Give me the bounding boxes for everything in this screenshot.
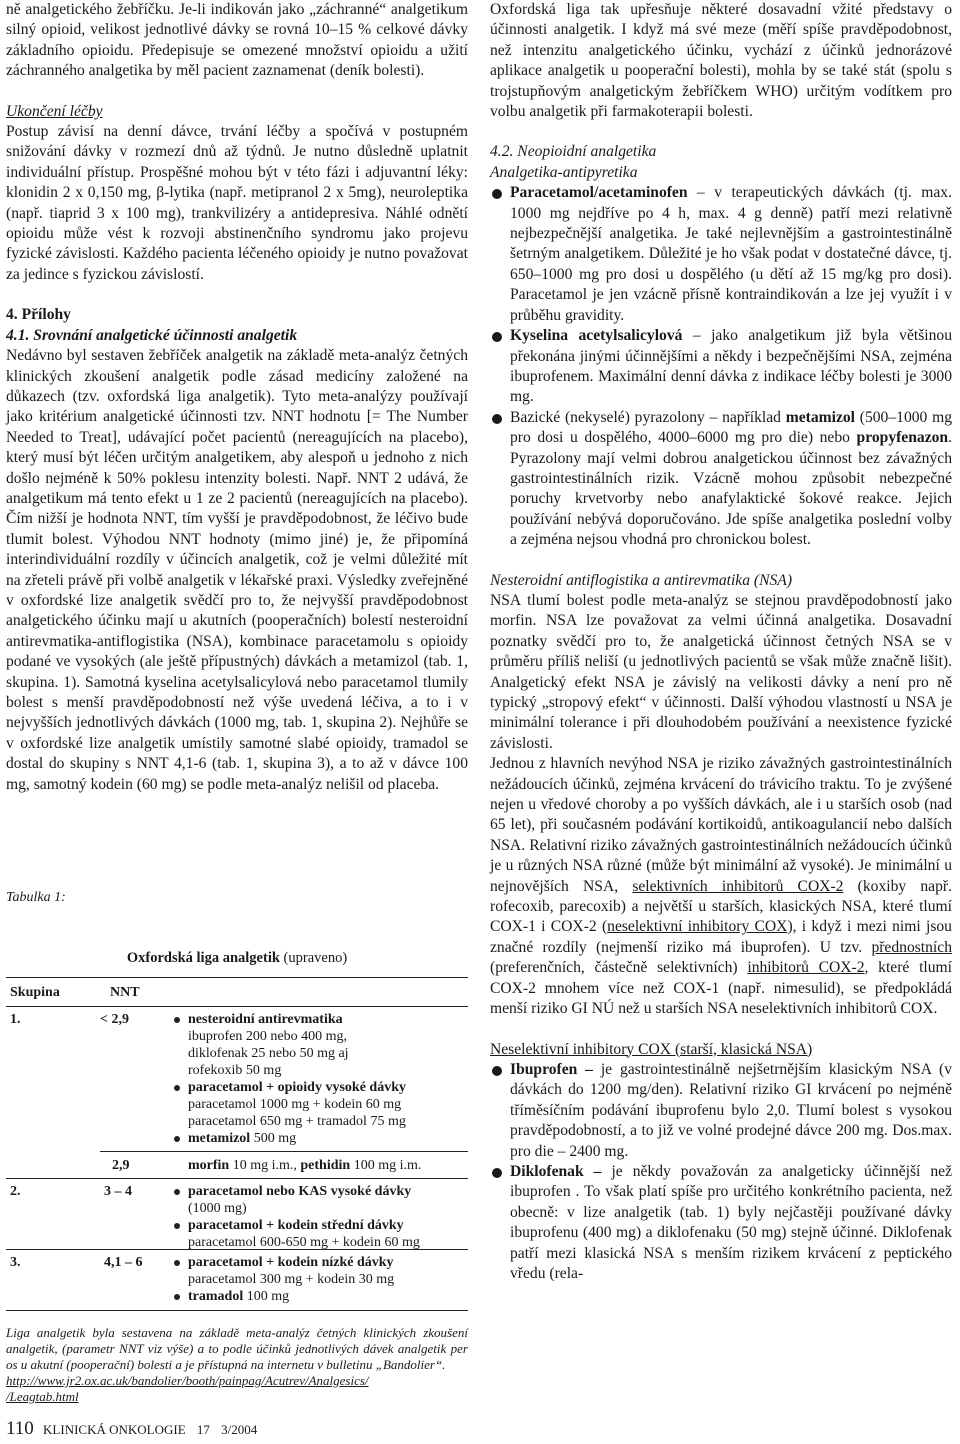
table-title: Oxfordská liga analgetik (upraveno)	[126, 950, 348, 966]
bullet-icon	[174, 1085, 180, 1091]
col-header-nnt: NNT	[110, 985, 140, 1000]
bullet-icon	[492, 332, 502, 342]
subsection-heading: 4.2. Neopioidní analgetika	[490, 143, 657, 161]
paragraph: Oxfordská liga tak upřesňuje některé dosavadní vžité představy o účinnosti analgetik. I když má své meze (měří spíše pravděpodobnost, než intenzitu analgetického účinku, vychází z účinků jednorázové aplikace analgetik u pooperační bolesti), mohla by se také stát (spolu s trojstupňovým analgetickým žebříčkem WHO) určitým vodítkem pro volbu analgetik při farmakoterapii bolesti.	[490, 1, 952, 121]
paragraph: NSA tlumí bolest podle meta-analýz se stejnou pravděpodobností jako morfin. NSA lze považovat za velmi účinná analgetika. Dosavadní poznatky svědčí pro to, že analgetická účinnost četných NSA se v průměru příliš neliší (u jednotlivých pacientů se však může značně lišit). Analgetický efekt NSA je závislý na velikosti dávky a není pro ně typický „stropový efekt“ v účinnosti. Další výhodou vlastností u NSA je minimální tolerance i při dlouhodobém používání a neexistence fyzické závislosti.	[490, 591, 952, 752]
bullet-icon	[492, 189, 502, 199]
page-footer	[6, 1418, 257, 1440]
bullet-icon	[174, 1189, 180, 1195]
bullet-icon	[174, 1017, 180, 1023]
table-header-row	[6, 977, 468, 1006]
bullet-item: Ibuprofen – je gastrointestinálně nejšetrnějším klasickým NSA (v dávkách do 1200 mg/den). Relativní riziko GI krvácení po nejméně tříměsíčním podávání ibuprofenu bylo 2,0. Tlumí bolest s vysokou pravděpodobností, a to již ve volné prodejné dávce 200 mg. Dos.max. pro die – 2400 mg.	[490, 1060, 952, 1162]
bullet-icon	[174, 1136, 180, 1142]
bullet-item: Bazické (nekyselé) pyrazolony – například metamizol (500–1000 mg pro dosi u dospělého, 4000–6000 mg pro die) nebo propyfenazon. Pyrazolony mají velmi dobrou analgetickou účinnost bez závažných gastrointestinálních rizik. Vzácně mohou způsobit nebezpečné poruchy krvetvorby nebo anafylaktické šokové reakce. Jejich používání nebývá doporučováno. Jde spíše analgetika poslední volby a zejména nejsou vhodná pro chronickou bolest.	[490, 408, 952, 551]
subsection-heading: Analgetika-antipyretika	[490, 163, 638, 181]
table-1	[6, 890, 468, 1405]
col-header-group: Skupina	[10, 985, 60, 1000]
bullet-icon	[492, 1066, 502, 1076]
subsection-heading: 4.1. Srovnání analgetické účinnosti analgetik	[6, 326, 298, 344]
bullet-item: Diklofenak – je někdy považován za analgeticky účinnější než ibuprofen . To však platí spíše pro určitého konkrétního pacienta, než obecně: v lize analgetik (tab. 1) byly nejčastěji používané dávky ibuprofenu (400 mg) a diklofenaku (50 mg) stejně účinné. Diklofenak patří mezi klasická NSA s menším rizikem krvácení z peptického vředu (rela-	[490, 1162, 952, 1284]
right-column	[490, 0, 952, 1284]
journal-name: KLINICKÁ ONKOLOGIE	[43, 1422, 186, 1437]
table-row: 3. 4,1 – 6 paracetamol + kodein nízké dávky paracetamol 300 mg + kodein 30 mg tramadol 100 mg	[6, 1249, 468, 1311]
subsection-heading: Neselektivní inhibitory COX (starší, klasická NSA)	[490, 1040, 813, 1058]
paragraph: ně analgetického žebříčku. Je-li indikován jako „záchranné“ analgetikum silný opioid, velikost jednotlivé dávky se rovná 10–15 % celkové dávky základního opioidu. Předepisuje se omezené množství opioidu a užití záchranného analgetika by měl pacient zaznamenat (deník bolesti).	[6, 1, 468, 80]
bullet-icon	[492, 1168, 502, 1178]
bullet-item: Kyselina acetylsalicylová – jako analgetikum již byla většinou překonána jinými účinnějšími a někdy i bezpečnějšími NSA, zejména ibuprofenem. Maximální denní dávka z indikace léčby bolesti je 3000 mg.	[490, 326, 952, 408]
page-number: 110	[6, 1418, 34, 1439]
table-row: 1. < 2,9 nesteroidní antirevmatika ibuprofen 200 nebo 400 mg, diklofenak 25 nebo 50 mg aj rofekoxib 50 mg paracetamol + opioidy vysoké dávky paracetamol 1000 mg + kodein 60 mg paracetamol 650 mg + tramadol 75 mg metamizol 500 mg	[6, 1006, 468, 1151]
paragraph: Postup závisí na denní dávce, trvání léčby a spočívá v postupném snižování dávky v rozmezí dnů až týdnů. Je nutno důsledně uplatnit individuální přístup. Prospěšné mohou být v této fázi i adjuvantní léky: klonidin 2 x 0,150 mg, β-lytika (např. metipranol 2 x 5mg), neuroleptika (např. tiaprid 3 x 100 mg), trankvilizéry a antidepresiva. Náhlé odnětí opioidu může vést k rozvoji abstinenčního syndromu jako projevu fyzické závislosti. Každého pacienta léčeného opioidy je nutno považovat za jedince s fyzickou závislostí.	[6, 123, 468, 283]
issue: 3/2004	[221, 1422, 258, 1437]
bullet-icon	[492, 414, 502, 424]
table-row: 2,9 morfin 10 mg i.m., pethidin 100 mg i.m.	[100, 1151, 468, 1178]
paragraph: Nedávno byl sestaven žebříček analgetik na základě meta-analýz četných klinických zkoušení analgetik podle zásad medicíny založené na důkazech (tzv. oxfordská liga analgetik). Tyto meta-analýzy používají jako kritérium analgetické účinnosti tzv. NNT hodnotu [= The Number Needed to Treat], udávající počet pacientů (nereagujících na placebo), který musí být léčen určitým analgetikem, aby alespoň u jednoho z nich došlo nejméně k 50% poklesu intenzity bolesti. Např. NNT 2 udává, že analgetikum má tento efekt u 1 ze 2 pacientů (nereagujících na placebo). Čím nižší je hodnota NNT, tím vyšší je pravděpodobnost, že léčivo bude tlumit bolest. Výhodou NNT hodnoty (mimo jiné) je, že připomíná interindividuální rozdíly v účincích analgetik, což je velmi důležité mít na zřeteli právě při volbě analgetik v lékařské praxi. Výsledky zveřejněné v oxfordské lize analgetik svědčí pro to, že nejvyšší pravděpodobnost analgetického účinku mají u akutních (pooperačních) bolestí nesteroidní antirevmatika-antiflogistika (NSA), kombinace paracetamolu s opioidy podané ve vysokých (ale ještě přípustných) dávkách a metamizol (tab. 1, skupina. 1). Samotná kyselina acetylsalicylová nebo paracetamol tlumily bolest s menší pravděpodobností než výše uvedená léčiva, a to i v nejvyšších jednotlivých dávkách (1000 mg, tab. 1, skupina 2). Nejhůře se v oxfordské lize analgetik umístily samotné slabé opioidy, tramadol se dostal do skupiny s NNT 4,1-6 (tab. 1, skupina 3), a to až v dávce 100 mg, samotný kodein (60 mg) se podle meta-analýz nelišil od placeba.	[6, 347, 468, 793]
left-column	[6, 0, 468, 795]
section-heading: 4. Přílohy	[6, 306, 71, 324]
table-url[interactable]: /Leagtab.html	[6, 1389, 79, 1404]
bullet-icon	[174, 1294, 180, 1300]
bullet-item: Paracetamol/acetaminofen – v terapeutických dávkách (tj. max. 1000 mg nejdříve po 4 h, max. 4 g denně) patří mezi relativně nejbezpečnější analgetika. Je také nejlevnějším a gastrointestinálně šetrným analgetikem. Důležité je ho však podat v dostatečné dávce, tj. 650–1000 mg pro dosi u dospělého (u dětí až 15 mg/kg pro dosi). Paracetamol je jen vzácně přísně kontraindikován a lze jej využít i v průběhu gravidity.	[490, 183, 952, 326]
section-heading: Ukončení léčby	[6, 102, 103, 120]
table-note: Liga analgetik byla sestavena na základě meta-analýz četných klinických zkoušení analgetik, (parametr NNT viz výše) a to podle účinků jednotlivých dávek analgetik per os u akutní (pooperační) bolesti a je přístupná na internetu v bulletinu „Bandolier“.	[6, 1325, 468, 1372]
paragraph: Jednou z hlavních nevýhod NSA je riziko závažných gastrointestinálních nežádoucích účinků, zejména krvácení do trávicího traktu. To je zvýšené nejen u vředové choroby a po vyšších dávkách, ale i u starších osob (nad 65 let), při současném podávání kortikoidů, antikoagulancií nebo dalších NSA. Relativní riziko závažných gastrointestinálních nežádoucích účinků je u různých NSA různé (může být minimální až vysoké). Je minimální u nejnovějších NSA, selektivních inhibitorů COX-2 (koxiby např. rofecoxib, parecoxib) a největší u starších, klasických NSA, které tlumí COX-1 i COX-2 (neselektivní inhibitory COX), i když i mezi nimi jsou značné rozdíly (nejmenší riziko má ibuprofen). U tzv. přednostních (preferenčních, částečně selektivních) inhibitorů COX-2, které tlumí COX-2 mnohem více než COX-1 (např. nimesulid), se předpokládá menší riziko GI NÚ než u starších NSA neselektivních inhibitorů COX.	[490, 755, 952, 1018]
subsection-heading: Nesteroidní antiflogistika a antirevmatika (NSA)	[490, 571, 793, 589]
bullet-icon	[174, 1223, 180, 1229]
bullet-icon	[174, 1260, 180, 1266]
table-url[interactable]: http://www.jr2.ox.ac.uk/bandolier/booth/painpag/Acutrev/Analgesics/	[6, 1373, 369, 1388]
table-caption: Tabulka 1:	[6, 890, 66, 905]
volume: 17	[196, 1422, 210, 1437]
table-row: 2. 3 – 4 paracetamol nebo KAS vysoké dávky (1000 mg) paracetamol + kodein střední dávky paracetamol 600-650 mg + kodein 60 mg	[6, 1178, 468, 1249]
